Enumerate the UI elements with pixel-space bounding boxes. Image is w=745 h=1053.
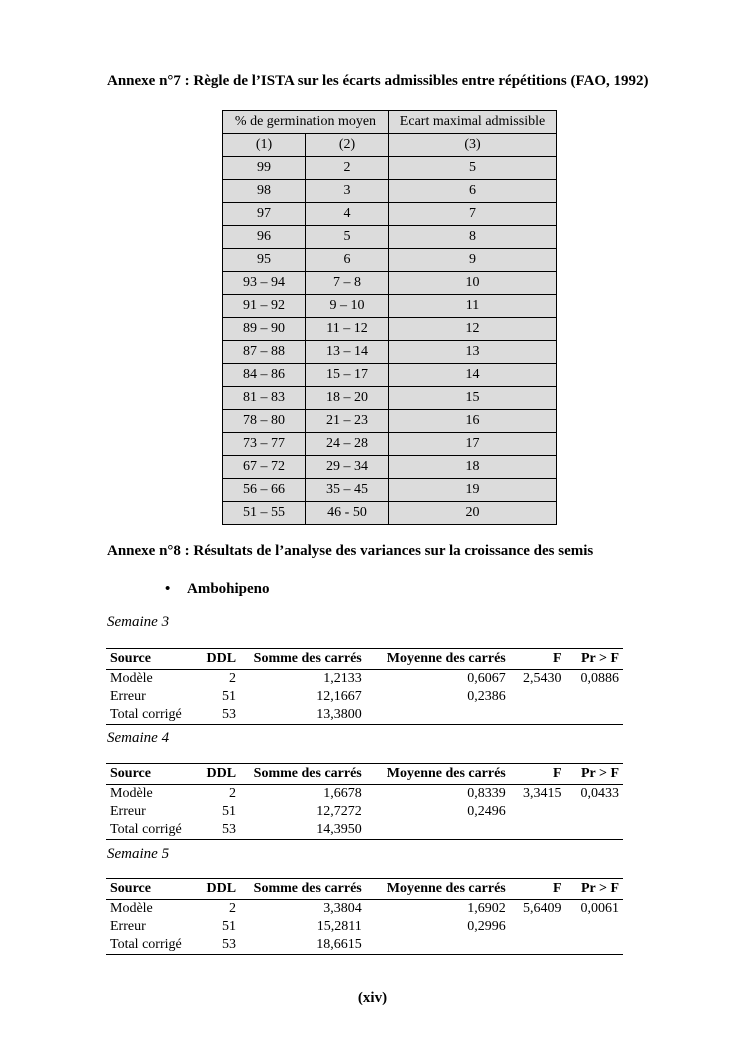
anova-cell: 18,6615 (316, 937, 362, 952)
ista-cell: 87 – 88 (223, 341, 306, 364)
ista-row (223, 203, 557, 226)
anova-row (106, 785, 623, 804)
anova-cell: 0,2496 (467, 804, 506, 819)
anova-cell: Erreur (110, 689, 146, 704)
ista-row (223, 180, 557, 203)
anova-cell: 1,6678 (323, 786, 362, 801)
anova-column-header: Somme des carrés (240, 879, 366, 900)
header-ecart: Ecart maximal admissible (389, 111, 557, 134)
ista-cell: 35 – 45 (306, 479, 389, 502)
anova-cell (510, 706, 566, 725)
ista-cell: 67 – 72 (223, 456, 306, 479)
page-number: (xiv) (357, 990, 388, 1006)
anova-cell: 53 (222, 822, 237, 837)
week-label: Semaine 3 (107, 614, 170, 630)
ista-row (223, 226, 557, 249)
ista-row (223, 364, 557, 387)
ista-row (223, 502, 557, 525)
ista-row (223, 318, 557, 341)
ista-cell: 12 (389, 318, 557, 341)
anova-cell: 1,6902 (467, 901, 506, 916)
ista-cell: 7 (389, 203, 557, 226)
anova-cell (566, 688, 623, 706)
anova-row (106, 706, 623, 725)
anova-cell: 0,0061 (580, 901, 619, 916)
ista-cell: 10 (389, 272, 557, 295)
anova-cell: 2 (229, 786, 237, 801)
anova-row (106, 936, 623, 955)
ista-cell: 20 (389, 502, 557, 525)
anova-cell: 2 (229, 671, 237, 686)
ista-cell: 96 (223, 226, 306, 249)
ista-cell: 81 – 83 (223, 387, 306, 410)
anova-column-header: Pr > F (566, 879, 623, 900)
ista-cell: 19 (389, 479, 557, 502)
anova-column-header: Pr > F (566, 764, 623, 785)
ista-header-row (223, 111, 557, 134)
anova-cell: 51 (222, 919, 237, 934)
anova-cell (366, 936, 510, 955)
anova-cell: 5,6409 (523, 901, 562, 916)
anova-column-header: DDL (197, 764, 240, 785)
anova-column-header: F (510, 649, 566, 670)
colnum-1: (1) (223, 134, 306, 157)
anova-column-header: Moyenne des carrés (366, 764, 510, 785)
anova-column-header: Pr > F (566, 649, 623, 670)
ista-cell: 14 (389, 364, 557, 387)
ista-cell: 93 – 94 (223, 272, 306, 295)
ista-row (223, 341, 557, 364)
anova-cell: Total corrigé (110, 822, 182, 837)
anova-header-row (106, 649, 623, 670)
anova-cell: Modèle (110, 786, 153, 801)
ista-cell: 2 (306, 157, 389, 180)
ista-cell: 6 (306, 249, 389, 272)
anova-cell (566, 918, 623, 936)
ista-cell: 5 (306, 226, 389, 249)
ista-cell: 89 – 90 (223, 318, 306, 341)
ista-row (223, 387, 557, 410)
anova-cell: 15,2811 (316, 919, 362, 934)
anova-cell (566, 803, 623, 821)
ista-table (222, 110, 557, 525)
anova-row (106, 688, 623, 706)
ista-cell: 84 – 86 (223, 364, 306, 387)
anova-row (106, 821, 623, 840)
header-germination: % de germination moyen (223, 111, 389, 134)
anova-cell: 3,3804 (323, 901, 362, 916)
anova-row (106, 670, 623, 689)
anova-column-header: Somme des carrés (240, 649, 366, 670)
anova-cell: 12,7272 (316, 804, 362, 819)
ista-row (223, 249, 557, 272)
ista-cell: 9 – 10 (306, 295, 389, 318)
anova-cell: 53 (222, 707, 237, 722)
ista-row (223, 433, 557, 456)
colnum-2: (2) (306, 134, 389, 157)
ista-cell: 5 (389, 157, 557, 180)
anova-cell: 2,5430 (523, 671, 562, 686)
ista-row (223, 272, 557, 295)
ista-cell: 11 (389, 295, 557, 318)
ista-cell: 78 – 80 (223, 410, 306, 433)
anova-cell: Total corrigé (110, 937, 182, 952)
anova-cell (566, 706, 623, 725)
anova-cell: Erreur (110, 919, 146, 934)
ista-cell: 98 (223, 180, 306, 203)
ista-cell: 97 (223, 203, 306, 226)
ista-cell: 15 (389, 387, 557, 410)
anova-column-header: Moyenne des carrés (366, 649, 510, 670)
annex8-title: Annexe n°8 : Résultats de l’analyse des variances sur la croissance des semis (107, 543, 594, 559)
anova-row (106, 803, 623, 821)
anova-cell: Total corrigé (110, 707, 182, 722)
anova-cell: 0,0886 (580, 671, 619, 686)
anova-row (106, 900, 623, 919)
ista-cell: 3 (306, 180, 389, 203)
anova-cell: 14,3950 (316, 822, 362, 837)
ista-cell: 18 (389, 456, 557, 479)
ista-cell: 24 – 28 (306, 433, 389, 456)
ista-cell: 4 (306, 203, 389, 226)
ista-row (223, 295, 557, 318)
anova-cell: 0,2996 (467, 919, 506, 934)
ista-cell: 7 – 8 (306, 272, 389, 295)
anova-cell: 51 (222, 689, 237, 704)
ista-cell: 13 – 14 (306, 341, 389, 364)
ista-cell: 6 (389, 180, 557, 203)
anova-table (106, 878, 623, 955)
anova-column-header: F (510, 879, 566, 900)
ista-cell: 13 (389, 341, 557, 364)
anova-cell: 0,8339 (467, 786, 506, 801)
anova-column-header: Source (106, 879, 197, 900)
ista-cell: 15 – 17 (306, 364, 389, 387)
site-name: Ambohipeno (187, 581, 270, 597)
anova-cell (366, 706, 510, 725)
anova-column-header: Source (106, 649, 197, 670)
anova-cell (510, 918, 566, 936)
anova-header-row (106, 879, 623, 900)
ista-cell: 8 (389, 226, 557, 249)
anova-cell (566, 821, 623, 840)
ista-row (223, 410, 557, 433)
anova-cell: 1,2133 (323, 671, 362, 686)
anova-table (106, 648, 623, 725)
ista-row (223, 157, 557, 180)
ista-cell: 73 – 77 (223, 433, 306, 456)
anova-cell (510, 821, 566, 840)
anova-cell: 12,1667 (316, 689, 362, 704)
ista-cell: 17 (389, 433, 557, 456)
colnum-3: (3) (389, 134, 557, 157)
ista-cell: 29 – 34 (306, 456, 389, 479)
anova-cell: 53 (222, 937, 237, 952)
anova-column-header: F (510, 764, 566, 785)
ista-cell: 21 – 23 (306, 410, 389, 433)
anova-cell (510, 936, 566, 955)
site-bullet (165, 581, 270, 598)
anova-cell: 13,3800 (316, 707, 362, 722)
anova-cell: 3,3415 (523, 786, 562, 801)
anova-column-header: DDL (197, 649, 240, 670)
week-label: Semaine 5 (107, 846, 170, 862)
ista-cell: 51 – 55 (223, 502, 306, 525)
anova-column-header: Source (106, 764, 197, 785)
anova-cell (566, 936, 623, 955)
ista-cell: 11 – 12 (306, 318, 389, 341)
anova-cell: 0,2386 (467, 689, 506, 704)
anova-cell (366, 821, 510, 840)
ista-cell: 99 (223, 157, 306, 180)
anova-cell: 0,0433 (580, 786, 619, 801)
ista-cell: 46 - 50 (306, 502, 389, 525)
anova-cell: 0,6067 (467, 671, 506, 686)
ista-cell: 56 – 66 (223, 479, 306, 502)
anova-row (106, 918, 623, 936)
ista-cell: 95 (223, 249, 306, 272)
annex7-title: Annexe n°7 : Règle de l’ISTA sur les écarts admissibles entre répétitions (FAO, 1992) (107, 73, 649, 89)
ista-cell: 91 – 92 (223, 295, 306, 318)
anova-cell: Modèle (110, 671, 153, 686)
anova-cell (510, 688, 566, 706)
anova-column-header: DDL (197, 879, 240, 900)
week-label: Semaine 4 (107, 730, 170, 746)
ista-cell: 9 (389, 249, 557, 272)
anova-cell (510, 803, 566, 821)
ista-cell: 16 (389, 410, 557, 433)
anova-cell: 2 (229, 901, 237, 916)
anova-cell: Erreur (110, 804, 146, 819)
anova-cell: Modèle (110, 901, 153, 916)
anova-cell: 51 (222, 804, 237, 819)
ista-colnum-row (223, 134, 557, 157)
anova-column-header: Moyenne des carrés (366, 879, 510, 900)
ista-row (223, 479, 557, 502)
anova-table (106, 763, 623, 840)
anova-header-row (106, 764, 623, 785)
anova-column-header: Somme des carrés (240, 764, 366, 785)
ista-cell: 18 – 20 (306, 387, 389, 410)
ista-row (223, 456, 557, 479)
bullet-dot: • (165, 581, 171, 597)
